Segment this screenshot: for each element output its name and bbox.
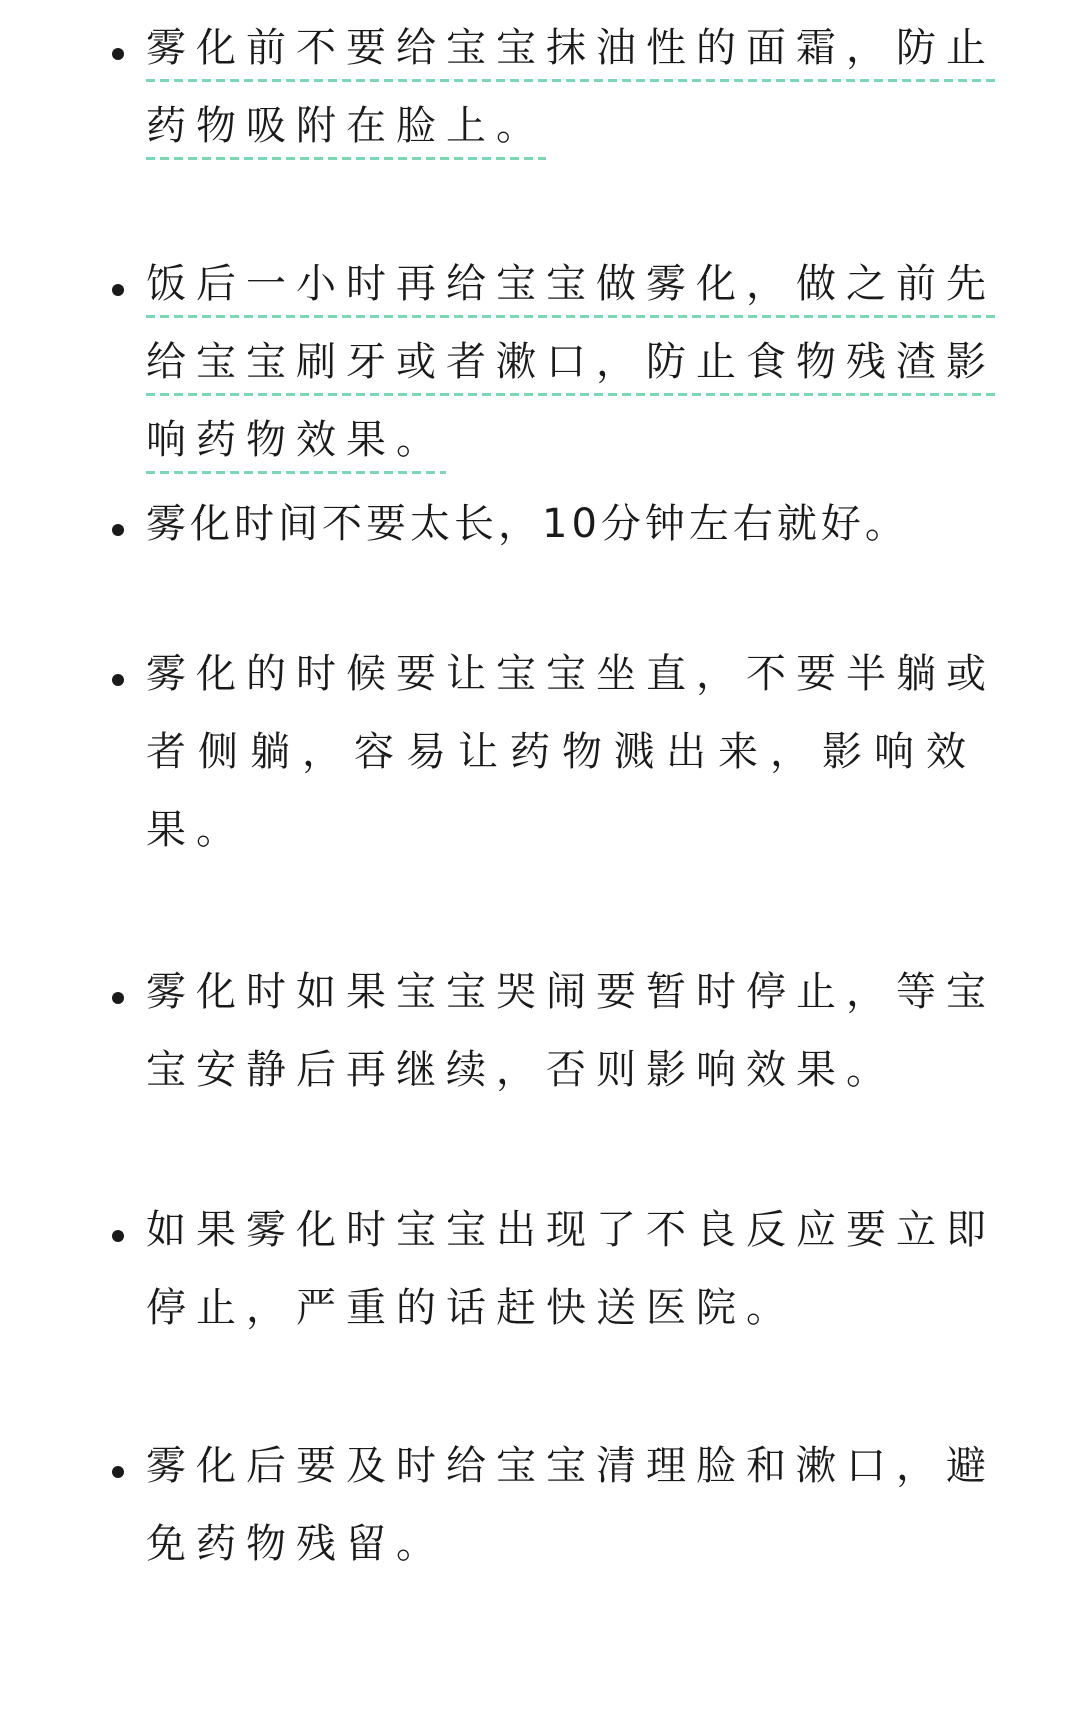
bullet-dot — [112, 1230, 124, 1242]
list-item-line: 如果雾化时宝宝出现了不良反应要立即 — [146, 1207, 996, 1253]
bullet-dot — [112, 524, 124, 536]
bullet-dot — [112, 284, 124, 296]
list-item-line: 雾化时间不要太长，10分钟左右就好。 — [146, 501, 909, 547]
list-item-line: 给宝宝刷牙或者漱口，防止食物残渣影 — [146, 338, 996, 396]
list-item-line: 雾化前不要给宝宝抹油性的面霜，防止 — [146, 24, 996, 82]
list-item-line: 雾化的时候要让宝宝坐直，不要半躺或 — [146, 651, 996, 697]
list-item-line: 宝安静后再继续，否则影响效果。 — [146, 1047, 896, 1093]
bullet-dot — [112, 1466, 124, 1478]
bullet-dot — [112, 674, 124, 686]
bullet-dot — [112, 992, 124, 1004]
list-item-line: 免药物残留。 — [146, 1521, 446, 1567]
list-item-line: 药物吸附在脸上。 — [146, 102, 546, 160]
list-item-line: 饭后一小时再给宝宝做雾化，做之前先 — [146, 260, 996, 318]
list-item-line: 雾化后要及时给宝宝清理脸和漱口，避 — [146, 1443, 996, 1489]
list-item-line: 停止，严重的话赶快送医院。 — [146, 1285, 796, 1331]
bullet-dot — [112, 48, 124, 60]
list-item-line: 者侧躺，容易让药物溅出来，影响效 — [146, 729, 978, 775]
list-item-line: 响药物效果。 — [146, 416, 446, 474]
list-item-line: 果。 — [146, 807, 246, 853]
list-item-line: 雾化时如果宝宝哭闹要暂时停止，等宝 — [146, 969, 996, 1015]
